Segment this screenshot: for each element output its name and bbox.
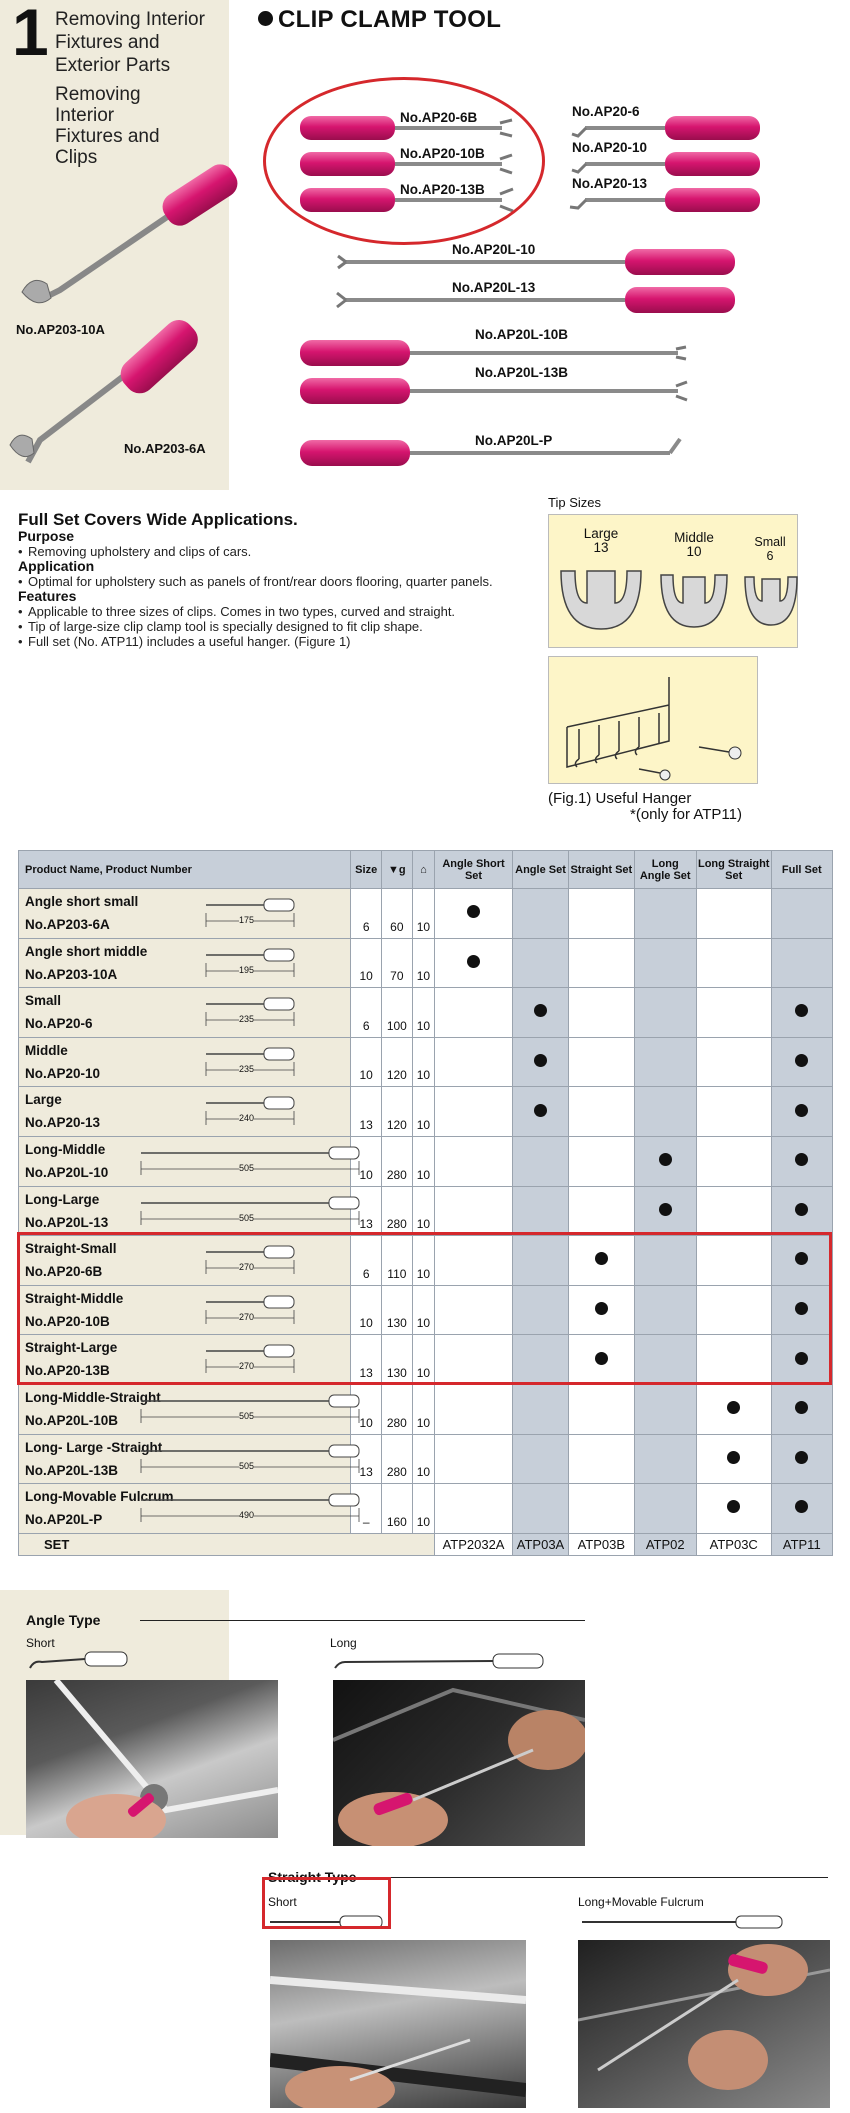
product-length: 505: [239, 1212, 255, 1223]
chapter-title-line: Exterior Parts: [55, 55, 171, 76]
qty-cell: 10: [412, 1335, 434, 1385]
qty-cell: 10: [412, 1087, 434, 1137]
weight-cell: 280: [382, 1434, 413, 1484]
product-length: 505: [239, 1460, 255, 1471]
product-name: Long-Middle: [25, 1141, 106, 1157]
product-name: Middle: [25, 1042, 68, 1058]
weight-cell: 110: [382, 1236, 413, 1286]
chapter-subtitle-line: Fixtures and: [55, 126, 160, 147]
product-number: No.AP20-6B: [25, 1264, 103, 1280]
size-cell: –: [351, 1484, 382, 1534]
hanger-caption: (Fig.1) Useful Hanger: [548, 790, 692, 807]
feature-item: • Full set (No. ATP11) includes a useful hanger. (Figure 1): [18, 634, 518, 649]
tool-label: No.AP20-10B: [400, 146, 485, 161]
product-length: 240: [239, 1113, 255, 1124]
weight-cell: 160: [382, 1484, 413, 1534]
straight-short-photo-art: [270, 1940, 526, 2108]
product-number: No.AP203-10A: [25, 966, 118, 982]
weight-cell: 100: [382, 988, 413, 1038]
product-name: Long- Large -Straight: [25, 1439, 163, 1455]
product-number: No.AP203-6A: [25, 917, 110, 932]
tool-label: No.AP20-10: [572, 140, 648, 155]
size-cell: 10: [351, 1136, 382, 1186]
header-qty: ⌂: [412, 851, 434, 889]
tool-label: No.AP20L-13B: [475, 365, 569, 380]
angle-long-photo: [333, 1680, 585, 1846]
product-length: 195: [239, 964, 255, 975]
chapter-number: 1: [12, 0, 49, 69]
application-title: Application: [18, 558, 95, 574]
product-number: No.AP20-6: [25, 1016, 93, 1032]
product-length: 270: [239, 1311, 255, 1322]
weight-cell: 130: [382, 1335, 413, 1385]
header-full-set: Full Set: [771, 851, 832, 889]
tool-label: No.AP20L-10B: [475, 327, 569, 342]
straight-type-divider: [370, 1877, 828, 1878]
size-cell: 13: [351, 1186, 382, 1236]
angle-short-label: Short: [26, 1636, 55, 1650]
chapter-subtitle-line: Clips: [55, 147, 98, 168]
tool-label: No.AP20-6B: [400, 110, 478, 125]
qty-cell: 10: [412, 1384, 434, 1434]
hanger-note: *(only for ATP11): [630, 806, 742, 823]
straight-long-label: Long+Movable Fulcrum: [578, 1895, 704, 1909]
chapter-subtitle-line: Removing: [55, 84, 141, 105]
weight-cell: 120: [382, 1087, 413, 1137]
tip-sizes-title: Tip Sizes: [548, 495, 601, 510]
set-code: ATP03B: [569, 1533, 634, 1555]
size-cell: 10: [351, 1384, 382, 1434]
qty-cell: 10: [412, 1484, 434, 1534]
qty-cell: 10: [412, 1186, 434, 1236]
straight-short-label: Short: [268, 1895, 297, 1909]
product-number: No.AP20-13B: [25, 1363, 110, 1379]
product-length: 505: [239, 1410, 255, 1421]
set-label: SET: [19, 1533, 435, 1555]
header-size: Size: [351, 851, 382, 889]
application-item: • Optimal for upholstery such as panels of front/rear doors flooring, quarter panels.: [18, 574, 518, 589]
weight-cell: 280: [382, 1186, 413, 1236]
set-code: ATP03C: [696, 1533, 771, 1555]
set-code: ATP02: [634, 1533, 696, 1555]
left-product-label: No.AP203-10A: [16, 322, 105, 337]
header-straight-set: Straight Set: [569, 851, 634, 889]
qty-cell: 10: [412, 1236, 434, 1286]
header-weight: ▼g: [382, 851, 413, 889]
product-number: No.AP20L-13: [25, 1214, 109, 1230]
tip-small-size: 6: [766, 549, 774, 563]
feature-item: • Applicable to three sizes of clips. Comes in two types, curved and straight.: [18, 604, 518, 619]
product-length: 235: [239, 1014, 255, 1025]
weight-cell: 280: [382, 1136, 413, 1186]
header-product: Product Name, Product Number: [19, 851, 351, 889]
header-angle-short-set: Angle Short Set: [435, 851, 513, 889]
tool-label: No.AP20-6: [572, 104, 640, 119]
purpose-title: Purpose: [18, 528, 75, 544]
product-name: Angle short small: [25, 894, 139, 909]
product-name: Long-Middle-Straight: [25, 1389, 161, 1405]
tool-label: No.AP20L-10: [452, 242, 536, 257]
product-name: Large: [25, 1092, 62, 1108]
angle-short-photo: [26, 1680, 278, 1838]
qty-cell: 10: [412, 889, 434, 939]
tip-large-size: 13: [593, 540, 609, 555]
straight-long-photo: [578, 1940, 830, 2108]
straight-long-photo-art: [578, 1940, 830, 2108]
tip-large-name: Large: [583, 526, 619, 541]
qty-cell: 10: [412, 1285, 434, 1335]
product-length: 175: [239, 915, 255, 925]
tool-label: No.AP20L-P: [475, 433, 553, 448]
set-code: ATP2032A: [435, 1533, 513, 1555]
chapter-title-line: Removing Interior: [55, 9, 205, 30]
header-long-angle-set: Long Angle Set: [634, 851, 696, 889]
size-cell: 6: [351, 988, 382, 1038]
product-number: No.AP20L-P: [25, 1512, 103, 1528]
product-name: Angle short middle: [25, 943, 148, 959]
tip-middle-name: Middle: [674, 530, 714, 545]
weight-cell: 70: [382, 938, 413, 988]
product-number: No.AP20L-10B: [25, 1412, 119, 1428]
header-long-straight-set: Long Straight Set: [696, 851, 771, 889]
size-cell: 13: [351, 1335, 382, 1385]
left-product-label: No.AP203-6A: [124, 441, 206, 456]
size-cell: 10: [351, 1285, 382, 1335]
straight-type-title: Straight Type: [268, 1869, 357, 1885]
size-cell: 13: [351, 1087, 382, 1137]
set-code: ATP11: [771, 1533, 832, 1555]
angle-type-title: Angle Type: [26, 1612, 101, 1628]
product-length: 270: [239, 1262, 255, 1273]
product-length: 505: [239, 1162, 255, 1173]
product-length: 490: [239, 1510, 255, 1521]
product-length: 270: [239, 1361, 255, 1372]
tip-middle-size: 10: [686, 544, 702, 559]
qty-cell: 10: [412, 988, 434, 1038]
weight-cell: 130: [382, 1285, 413, 1335]
chapter-subtitle-line: Interior: [55, 105, 115, 126]
weight-cell: 280: [382, 1384, 413, 1434]
product-number: No.AP20L-13B: [25, 1462, 119, 1478]
feature-item: • Tip of large-size clip clamp tool is specially designed to fit clip shape.: [18, 619, 518, 634]
product-name: Straight-Middle: [25, 1290, 124, 1306]
size-cell: 10: [351, 1037, 382, 1087]
product-name: Straight-Small: [25, 1241, 117, 1257]
angle-long-label: Long: [330, 1636, 357, 1650]
purpose-item: • Removing upholstery and clips of cars.: [18, 544, 518, 559]
page-title-text: CLIP CLAMP TOOL: [278, 6, 502, 33]
angle-long-photo-art: [333, 1680, 585, 1846]
angle-short-photo-art: [26, 1680, 278, 1838]
straight-short-photo: [270, 1940, 526, 2108]
product-number: No.AP20-13: [25, 1115, 101, 1131]
product-number: No.AP20-10: [25, 1065, 101, 1081]
chapter-title-line: Fixtures and: [55, 32, 160, 53]
product-number: No.AP20L-10: [25, 1164, 109, 1180]
description-heading: Full Set Covers Wide Applications.: [18, 510, 298, 529]
qty-cell: 10: [412, 1434, 434, 1484]
angle-long-tool-icon: [335, 1654, 543, 1668]
straight-long-tool-icon: [582, 1916, 782, 1928]
header-angle-set: Angle Set: [512, 851, 568, 889]
tool-label: No.AP20-13B: [400, 182, 485, 197]
product-name: Straight-Large: [25, 1340, 118, 1356]
weight-cell: 120: [382, 1037, 413, 1087]
product-name: Long-Large: [25, 1191, 100, 1207]
product-length: 235: [239, 1063, 255, 1074]
highlight-box-straight-short: [262, 1877, 391, 1929]
size-cell: 6: [351, 1236, 382, 1286]
qty-cell: 10: [412, 938, 434, 988]
angle-short-tool-icon: [30, 1652, 127, 1668]
tool-label: No.AP20L-13: [452, 280, 536, 295]
product-name: Small: [25, 993, 62, 1009]
size-cell: 6: [351, 889, 382, 939]
qty-cell: 10: [412, 1136, 434, 1186]
product-name: Long-Movable Fulcrum: [25, 1489, 174, 1505]
tip-small-name: Small: [754, 535, 786, 549]
qty-cell: 10: [412, 1037, 434, 1087]
size-cell: 10: [351, 938, 382, 988]
size-cell: 13: [351, 1434, 382, 1484]
weight-cell: 60: [382, 889, 413, 939]
features-title: Features: [18, 588, 77, 604]
set-code: ATP03A: [512, 1533, 568, 1555]
product-number: No.AP20-10B: [25, 1313, 110, 1329]
tool-label: No.AP20-13: [572, 176, 648, 191]
